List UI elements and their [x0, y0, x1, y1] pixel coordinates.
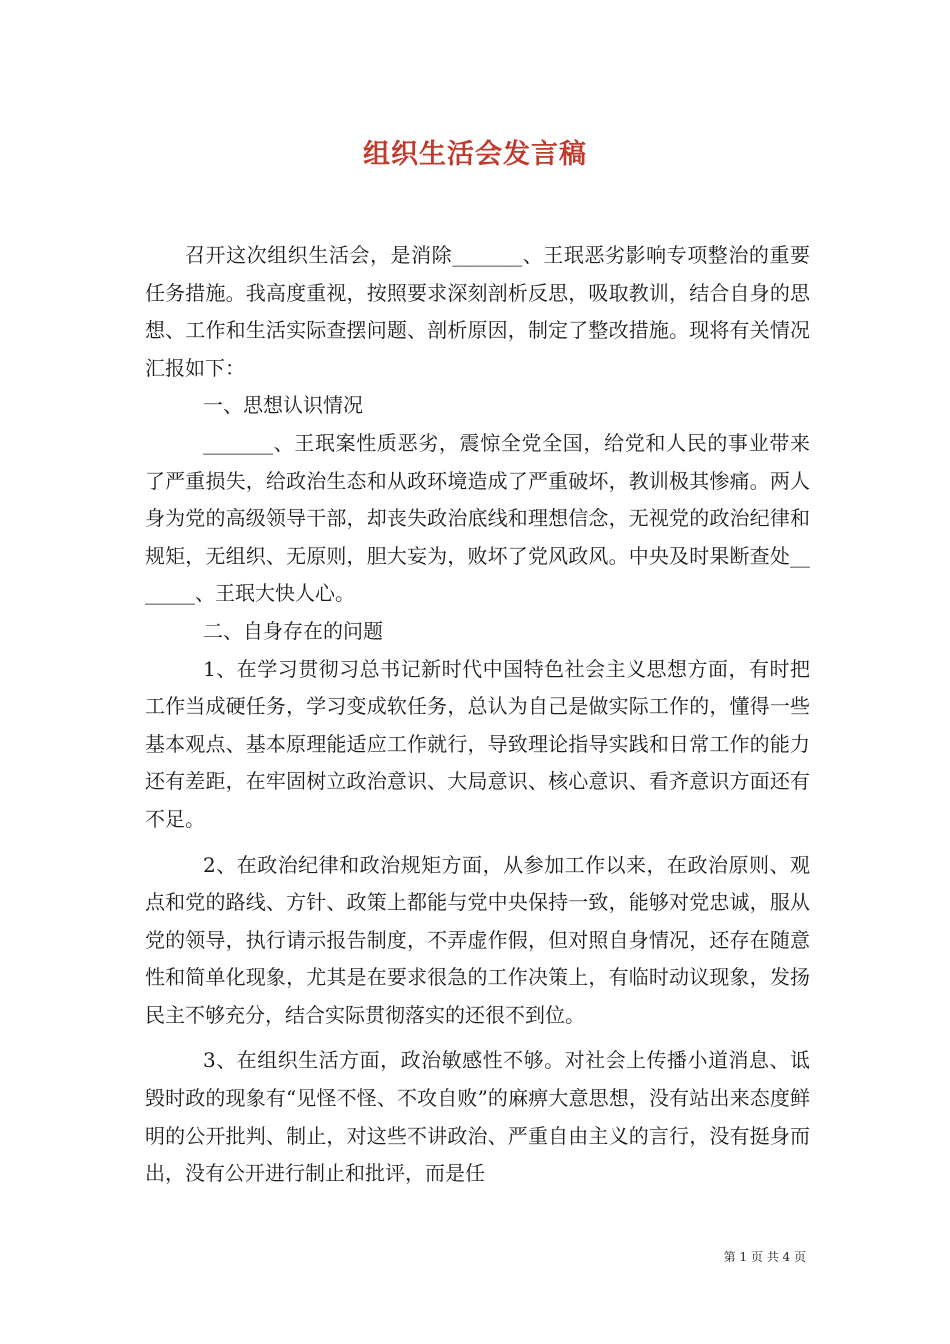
paragraph-item-1: 1、在学习贯彻习总书记新时代中国特色社会主义思想方面，有时把工作当成硬任务，学习变成软任务，总认为自己是做实际工作的，懂得一些基本观点、基本原理能适应工作就行，导致理论指导实践和日常工作的能力还有差距，在牢固树立政治意识、大局意识、核心意识、看齐意识方面还有不足。	[145, 656, 810, 831]
paragraph-item-3: 3、在组织生活方面，政治敏感性不够。对社会上传播小道消息、诋毁时政的现象有“见怪不怪、不攻自败”的麻痹大意思想，没有站出来态度鲜明的公开批判、制止，对这些不讲政治、严重自由主义的言行，没有挺身而出，没有公开进行制止和批评，而是任	[145, 1048, 810, 1186]
document-body	[145, 237, 810, 1193]
section-heading-1: 一、思想认识情况	[203, 393, 363, 418]
page-number: 第 1 页 共 4 页	[723, 1250, 806, 1264]
document-title: 组织生活会发言稿	[363, 139, 587, 170]
paragraph-item-2: 2、在政治纪律和政治规矩方面，从参加工作以来，在政治原则、观点和党的路线、方针、政策上都能与党中央保持一致，能够对党忠诚，服从党的领导，执行请示报告制度，不弄虚作假，但对照自身情况，还存在随意性和简单化现象，尤其是在要求很急的工作决策上，有临时动议现象，发扬民主不够充分，结合实际贯彻落实的还很不到位。	[145, 852, 810, 1027]
paragraph-intro: 召开这次组织生活会，是消除_______、王珉恶劣影响专项整治的重要任务措施。我高度重视，按照要求深刻剖析反思，吸取教训，结合自身的思想、工作和生活实际查摆问题、剖析原因，制定了整改措施。现将有关情况汇报如下：	[145, 243, 810, 380]
section-heading-2: 二、自身存在的问题	[203, 618, 383, 643]
paragraph-section-1: _______、王珉案性质恶劣，震惊全党全国，给党和人民的事业带来了严重损失，给政治生态和从政环境造成了严重破坏，教训极其惨痛。两人身为党的高级领导干部，却丧失政治底线和理想信念，无视党的政治纪律和规矩，无组织、无原则，胆大妄为，败坏了党风政风。中央及时果断查处_______、王珉大快人心。	[145, 430, 810, 606]
